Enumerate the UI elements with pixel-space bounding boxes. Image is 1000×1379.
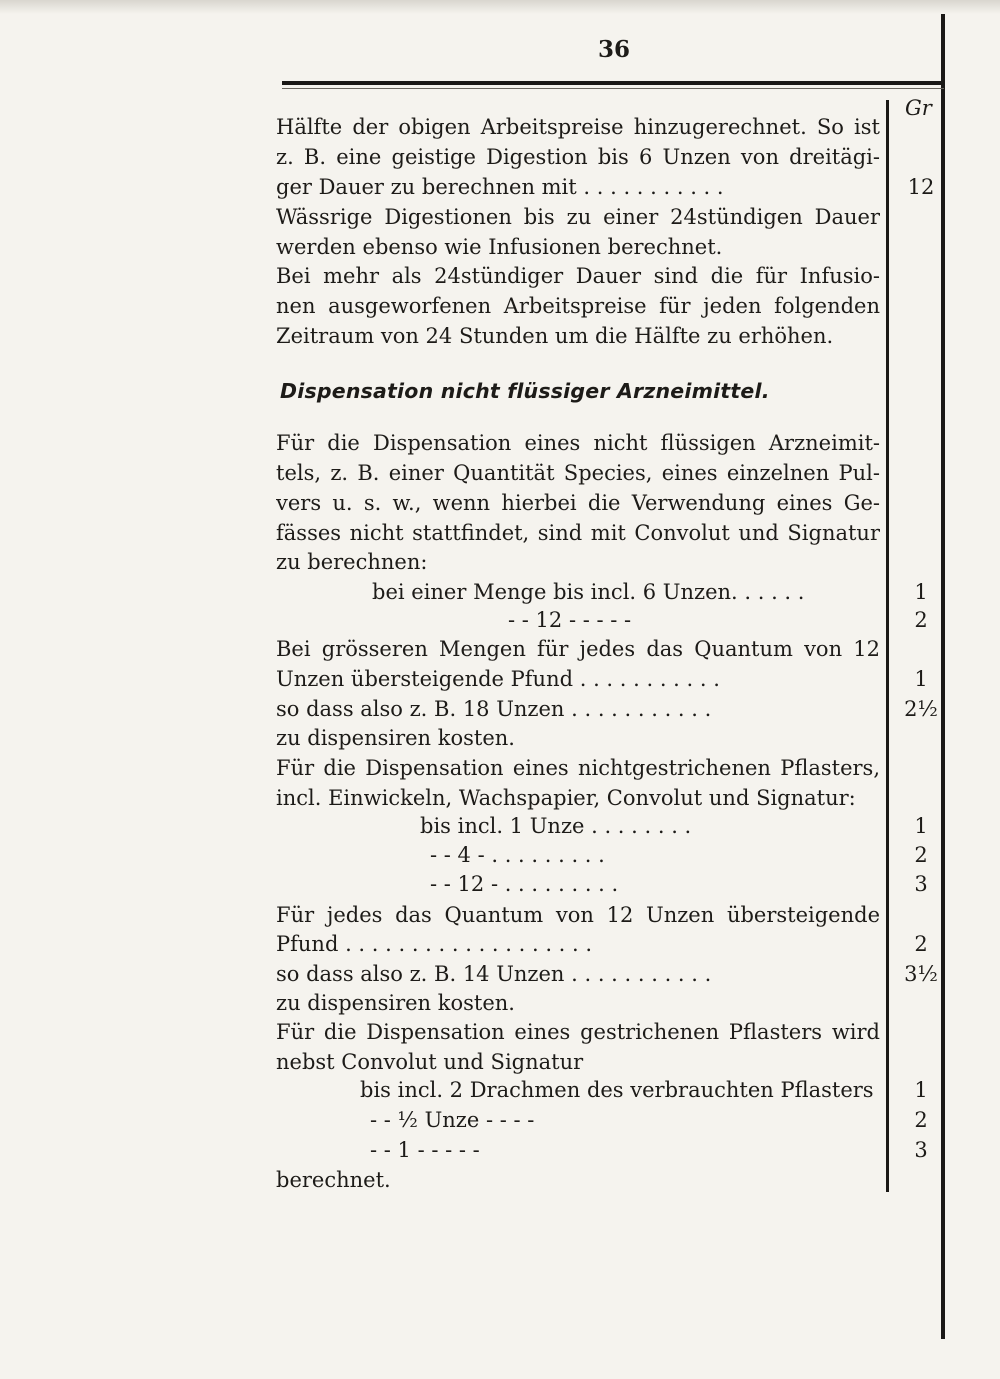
price-value: 2	[914, 608, 928, 632]
text-line: zu dispensiren kosten.	[276, 726, 515, 750]
section-heading: Dispensation nicht flüssiger Arzneimittel.	[280, 379, 770, 403]
text-line: Für jedes das Quantum von 12 Unzen übersteigende	[276, 903, 880, 927]
text-line: - - 4 - . . . . . . . . .	[430, 843, 605, 867]
text-line: - - ½ Unze - - - -	[370, 1108, 535, 1132]
text-line: z. B. eine geistige Digestion bis 6 Unzen von dreitägi-	[276, 145, 880, 169]
text-line: Für die Dispensation eines nichtgestrichenen Pflasters,	[276, 756, 880, 780]
text-line: nen ausgeworfenen Arbeitspreise für jeden folgenden	[276, 294, 880, 318]
text-line: zu dispensiren kosten.	[276, 991, 515, 1015]
text-line: nebst Convolut und Signatur	[276, 1050, 584, 1074]
text-line: Hälfte der obigen Arbeitspreise hinzugerechnet. So ist	[276, 115, 880, 139]
price-value: 2	[914, 843, 928, 867]
page-number: 36	[598, 36, 631, 63]
price-value: 3	[914, 872, 928, 896]
text-line: bis incl. 2 Drachmen des verbrauchten Pflasters	[360, 1078, 874, 1102]
text-line: werden ebenso wie Infusionen berechnet.	[276, 235, 723, 259]
text-line: fässes nicht stattfindet, sind mit Convolut und Signatur	[276, 521, 880, 545]
text-line: so dass also z. B. 14 Unzen . . . . . . . . . . .	[276, 962, 712, 986]
header-rule	[282, 81, 944, 85]
price-value: 2	[914, 1108, 928, 1132]
text-line: - - 12 - - - - -	[508, 608, 632, 632]
price-column-rule	[886, 100, 889, 1192]
text-line: Wässrige Digestionen bis zu einer 24stündigen Dauer	[276, 205, 880, 229]
text-line: zu berechnen:	[276, 550, 428, 574]
text-line: bis incl. 1 Unze . . . . . . . .	[420, 814, 692, 838]
text-line: Unzen übersteigende Pfund . . . . . . . . . . .	[276, 667, 720, 691]
price-value: 1	[914, 580, 928, 604]
text-line: bei einer Menge bis incl. 6 Unzen. . . . . .	[372, 580, 805, 604]
price-value: 3	[914, 1138, 928, 1162]
price-value: 2	[914, 932, 928, 956]
text-line: Für die Dispensation eines gestrichenen Pflasters wird	[276, 1020, 880, 1044]
price-value: 1	[914, 814, 928, 838]
text-line: - - 12 - . . . . . . . . .	[430, 872, 619, 896]
price-value: 3½	[904, 962, 938, 986]
text-line: so dass also z. B. 18 Unzen . . . . . . . . . . .	[276, 697, 712, 721]
price-value: 12	[907, 175, 935, 199]
text-line: ger Dauer zu berechnen mit . . . . . . . . . . .	[276, 175, 724, 199]
text-line: Bei mehr als 24stündiger Dauer sind die für Infusio-	[276, 264, 880, 288]
text-line: Für die Dispensation eines nicht flüssigen Arzneimit-	[276, 431, 880, 455]
price-value: 1	[914, 667, 928, 691]
text-line: berechnet.	[276, 1168, 391, 1192]
text-line: incl. Einwickeln, Wachspapier, Convolut und Signatur:	[276, 786, 856, 810]
header-rule-thin	[282, 88, 944, 89]
text-line: vers u. s. w., wenn hierbei die Verwendung eines Ge-	[276, 491, 880, 515]
text-line: tels, z. B. einer Quantität Species, eines einzelnen Pul-	[276, 461, 880, 485]
text-line: Bei grösseren Mengen für jedes das Quantum von 12	[276, 637, 880, 661]
text-line: Zeitraum von 24 Stunden um die Hälfte zu erhöhen.	[276, 324, 834, 348]
text-line: Pfund . . . . . . . . . . . . . . . . . . .	[276, 932, 593, 956]
price-column-header: Gr	[905, 96, 932, 120]
price-value: 2½	[904, 697, 938, 721]
scan-edge	[0, 0, 1000, 14]
text-line: - - 1 - - - - -	[370, 1138, 480, 1162]
price-value: 1	[914, 1078, 928, 1102]
